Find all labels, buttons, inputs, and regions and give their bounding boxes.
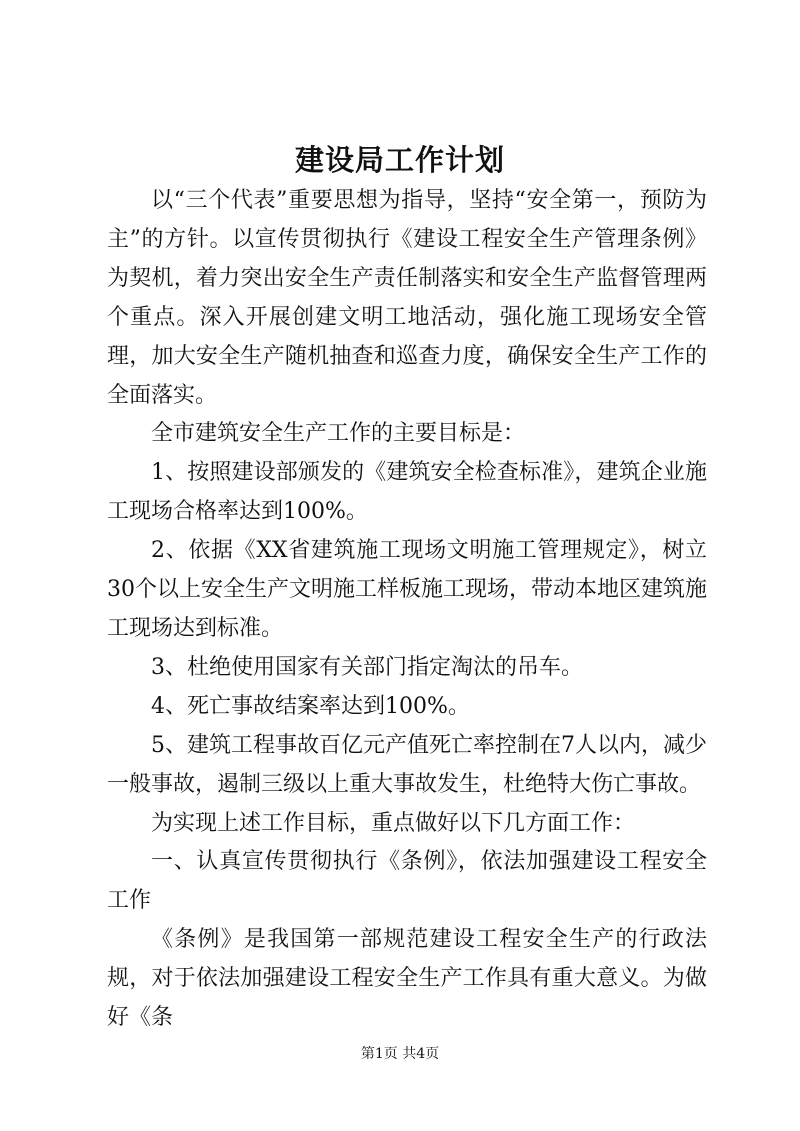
section-heading: 一、认真宣传贯彻执行《条例》，依法加强建设工程安全工作 [107,849,707,914]
paragraph: 以“三个代表”重要思想为指导，坚持“安全第一，预防为主”的方针。以宣传贯彻执行《建设工程安全生产管理条例》为契机，着力突出安全生产责任制落实和安全生产监督管理两个重点。深入开展创建文明工地活动，强化施工现场安全管理，加大安全生产随机抽查和巡查力度，确保安全生产工作的全面落实。 [107,188,707,408]
page-footer: 第1页 共4页 [360,1046,440,1062]
paragraph: 5、建筑工程事故百亿元产值死亡率控制在7人以内，减少一般事故，遏制三级以上重大事故发生，杜绝特大伤亡事故。 [107,732,707,797]
document-body [107,182,707,1038]
paragraph: 2、依据《XX省建筑施工现场文明施工管理规定》，树立30个以上安全生产文明施工样板施工现场，带动本地区建筑施工现场达到标准。 [107,538,707,641]
paragraph: 《条例》是我国第一部规范建设工程安全生产的行政法规，对于依法加强建设工程安全生产工作具有重大意义。为做好《条 [107,927,707,1031]
paragraph: 1、按照建设部颁发的《建筑安全检查标准》，建筑企业施工现场合格率达到100%。 [107,460,707,525]
document-title: 建设局工作计划 [294,143,505,177]
paragraph: 全市建筑安全生产工作的主要目标是： [151,421,526,447]
paragraph: 为实现上述工作目标，重点做好以下几方面工作： [151,810,636,836]
paragraph: 3、杜绝使用国家有关部门指定淘汰的吊车。 [151,654,583,680]
paragraph: 4、死亡事故结案率达到100%。 [151,693,470,719]
